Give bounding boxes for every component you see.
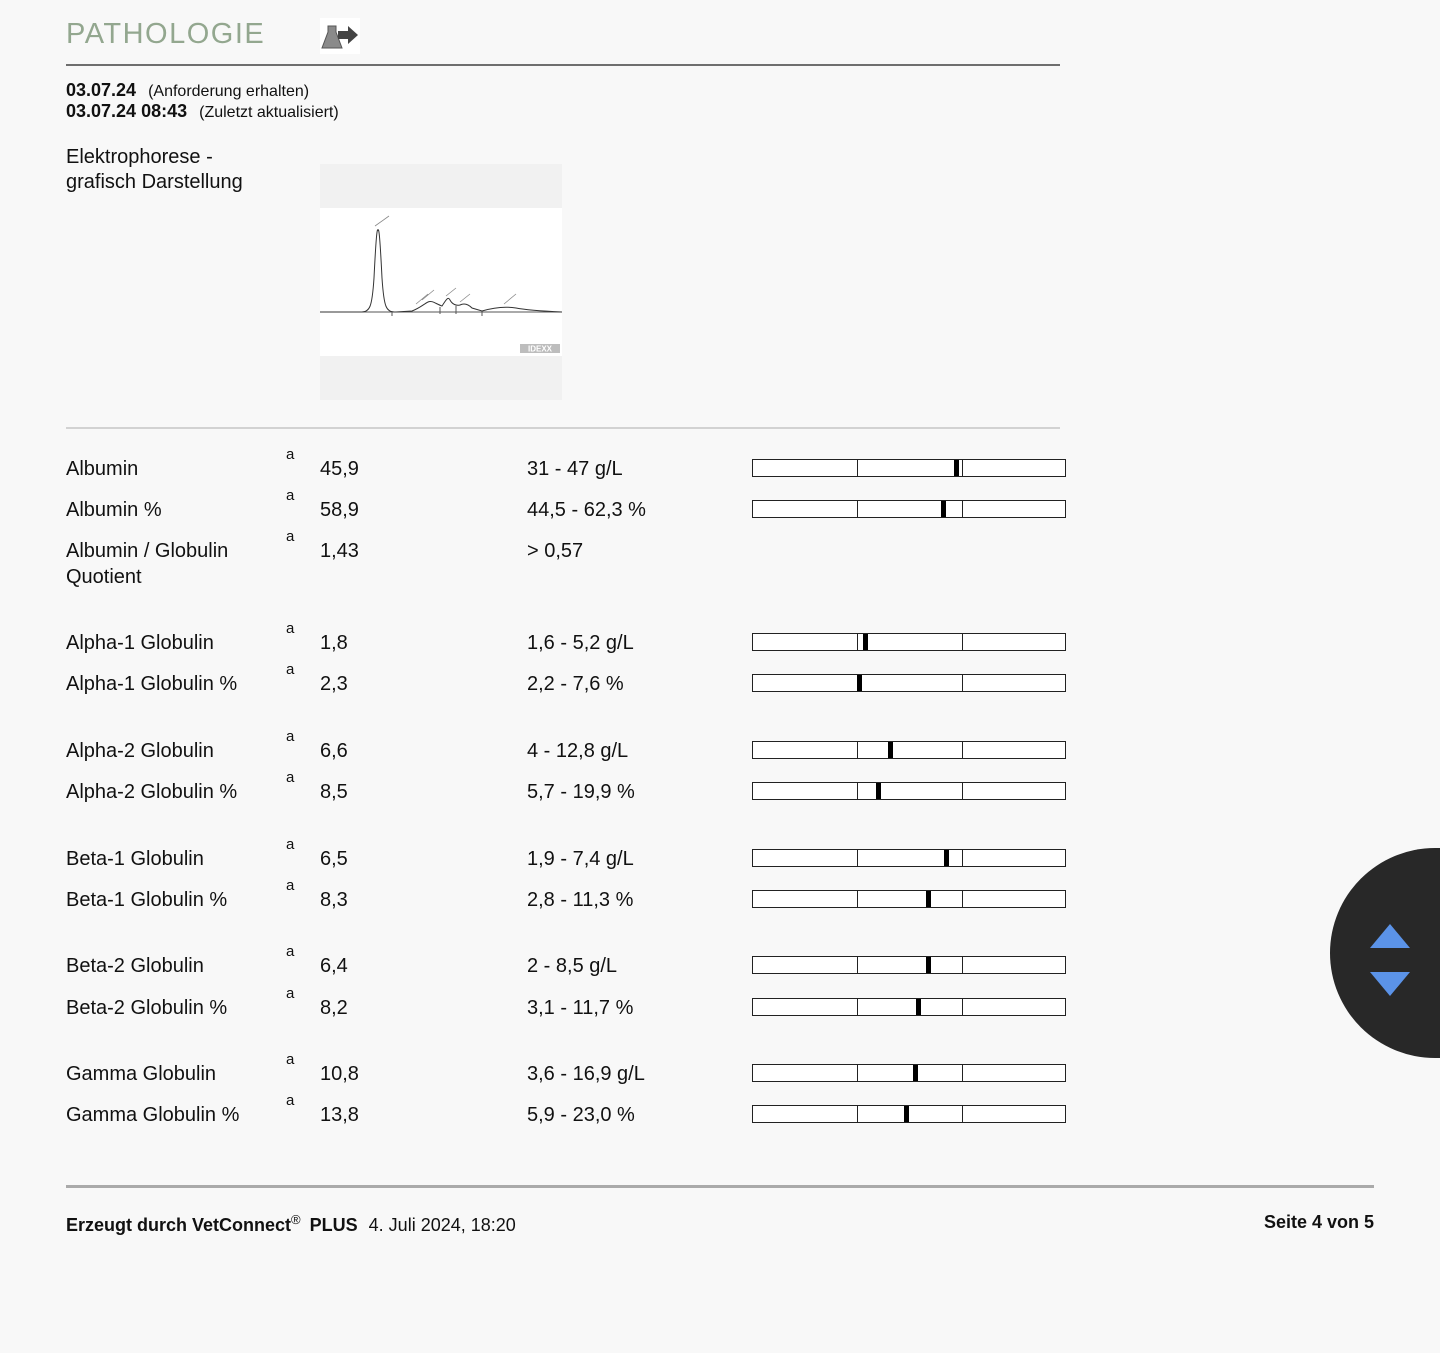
header-divider: [66, 64, 1060, 66]
range-bar-value-marker: [857, 675, 862, 691]
result-name: Beta-1 Globulin: [66, 848, 204, 870]
idexx-watermark: IDEXX: [527, 344, 553, 354]
result-flag: a: [286, 877, 295, 894]
range-bar-high-divider: [962, 460, 963, 476]
range-bar-high-divider: [962, 742, 963, 758]
range-bar-value-marker: [926, 957, 931, 973]
range-bar-value-marker: [863, 634, 868, 650]
footer-registered-mark: ®: [291, 1212, 301, 1227]
range-bar-high-divider: [962, 783, 963, 799]
result-reference-range: 31 - 47 g/L: [527, 458, 623, 480]
result-range-bar: [752, 782, 1066, 800]
result-range-bar: [752, 998, 1066, 1016]
result-flag: a: [286, 1092, 295, 1109]
result-value: 2,3: [320, 673, 348, 695]
range-bar-value-marker: [954, 460, 959, 476]
updated-note: (Zuletzt aktualisiert): [199, 104, 339, 121]
result-reference-range: 3,6 - 16,9 g/L: [527, 1063, 645, 1085]
footer-generated: [66, 1212, 516, 1236]
result-name: Beta-2 Globulin: [66, 955, 204, 977]
result-value: 10,8: [320, 1063, 359, 1085]
range-bar-high-divider: [962, 1106, 963, 1122]
result-reference-range: 5,9 - 23,0 %: [527, 1104, 635, 1126]
footer-product: PLUS: [309, 1215, 358, 1235]
result-reference-range: 4 - 12,8 g/L: [527, 740, 629, 762]
result-flag: a: [286, 528, 295, 545]
range-bar-high-divider: [962, 891, 963, 907]
result-range-bar: [752, 500, 1066, 518]
result-reference-range: 44,5 - 62,3 %: [527, 499, 646, 521]
range-bar-low-divider: [857, 1106, 858, 1122]
page-number: Seite 4 von 5: [1263, 1212, 1374, 1232]
result-name: Gamma Globulin: [66, 1063, 217, 1085]
triangle-up-icon[interactable]: [1368, 922, 1412, 952]
result-name: Alpha-1 Globulin %: [66, 673, 238, 695]
result-range-bar: [752, 1105, 1066, 1123]
result-value: 58,9: [320, 499, 359, 521]
result-flag: a: [286, 487, 295, 504]
updated-line: [66, 101, 339, 122]
range-bar-value-marker: [876, 783, 881, 799]
result-name: Alpha-2 Globulin %: [66, 781, 238, 803]
result-flag: a: [286, 943, 295, 960]
result-name: Gamma Globulin %: [66, 1104, 240, 1126]
range-bar-high-divider: [962, 957, 963, 973]
range-bar-high-divider: [962, 999, 963, 1015]
footer-divider: [66, 1185, 1374, 1188]
result-name: Alpha-2 Globulin: [66, 740, 214, 762]
result-reference-range: 2 - 8,5 g/L: [527, 955, 618, 977]
result-flag: a: [286, 620, 295, 637]
electrophoresis-image[interactable]: [320, 164, 562, 400]
result-value: 13,8: [320, 1104, 359, 1126]
result-flag: a: [286, 661, 295, 678]
electrophoresis-label: Elektrophorese - grafisch Darstellung: [66, 146, 243, 193]
result-name: Albumin / Globulin Quotient: [66, 540, 229, 588]
updated-date: 03.07.24 08:43: [66, 101, 188, 121]
result-value: 8,2: [320, 997, 348, 1019]
result-name: Beta-2 Globulin %: [66, 997, 228, 1019]
result-flag: a: [286, 446, 295, 463]
range-bar-high-divider: [962, 850, 963, 866]
range-bar-low-divider: [857, 634, 858, 650]
result-value: 6,4: [320, 955, 348, 977]
range-bar-low-divider: [857, 1065, 858, 1081]
range-bar-value-marker: [944, 850, 949, 866]
footer-generated-by: Erzeugt durch VetConnect: [66, 1215, 292, 1235]
result-range-bar: [752, 459, 1066, 477]
result-value: 1,43: [320, 540, 359, 562]
section-title: PATHOLOGIE: [66, 18, 266, 50]
result-name: Albumin %: [66, 499, 162, 521]
result-value: 8,3: [320, 889, 348, 911]
range-bar-low-divider: [857, 460, 858, 476]
result-reference-range: 5,7 - 19,9 %: [527, 781, 635, 803]
range-bar-low-divider: [857, 891, 858, 907]
range-bar-low-divider: [857, 957, 858, 973]
result-reference-range: 1,9 - 7,4 g/L: [527, 848, 634, 870]
range-bar-high-divider: [962, 634, 963, 650]
result-value: 6,5: [320, 848, 348, 870]
result-range-bar: [752, 1064, 1066, 1082]
result-range-bar: [752, 674, 1066, 692]
result-flag: a: [286, 728, 295, 745]
footer-timestamp: 4. Juli 2024, 18:20: [368, 1215, 516, 1235]
result-range-bar: [752, 633, 1066, 651]
result-reference-range: 2,2 - 7,6 %: [527, 673, 624, 695]
result-reference-range: > 0,57: [527, 540, 584, 562]
result-range-bar: [752, 849, 1066, 867]
result-name: Albumin: [66, 458, 139, 480]
results-divider: [66, 427, 1060, 429]
range-bar-high-divider: [962, 501, 963, 517]
received-date: 03.07.24: [66, 80, 137, 100]
range-bar-value-marker: [941, 501, 946, 517]
result-range-bar: [752, 890, 1066, 908]
received-note: (Anforderung erhalten): [148, 83, 310, 100]
range-bar-value-marker: [926, 891, 931, 907]
range-bar-low-divider: [857, 742, 858, 758]
result-flag: a: [286, 836, 295, 853]
result-reference-range: 1,6 - 5,2 g/L: [527, 632, 634, 654]
range-bar-low-divider: [857, 501, 858, 517]
result-value: 1,8: [320, 632, 348, 654]
range-bar-high-divider: [962, 1065, 963, 1081]
result-range-bar: [752, 956, 1066, 974]
range-bar-high-divider: [962, 675, 963, 691]
triangle-down-icon[interactable]: [1368, 968, 1412, 998]
received-line: [66, 80, 309, 101]
result-flag: a: [286, 985, 295, 1002]
range-bar-value-marker: [913, 1065, 918, 1081]
range-bar-value-marker: [916, 999, 921, 1015]
electrophoresis-curve: [320, 208, 562, 356]
scroll-nav-widget: [1330, 848, 1440, 1058]
range-bar-low-divider: [857, 850, 858, 866]
range-bar-value-marker: [904, 1106, 909, 1122]
result-value: 45,9: [320, 458, 359, 480]
result-flag: a: [286, 1051, 295, 1068]
result-value: 6,6: [320, 740, 348, 762]
result-reference-range: 2,8 - 11,3 %: [527, 889, 634, 911]
range-bar-low-divider: [857, 999, 858, 1015]
result-name: Beta-1 Globulin %: [66, 889, 228, 911]
result-range-bar: [752, 741, 1066, 759]
result-name: Alpha-1 Globulin: [66, 632, 214, 654]
result-reference-range: 3,1 - 11,7 %: [527, 997, 634, 1019]
range-bar-low-divider: [857, 783, 858, 799]
flask-arrow-icon: [320, 18, 360, 54]
range-bar-value-marker: [888, 742, 893, 758]
result-flag: a: [286, 769, 295, 786]
result-value: 8,5: [320, 781, 348, 803]
